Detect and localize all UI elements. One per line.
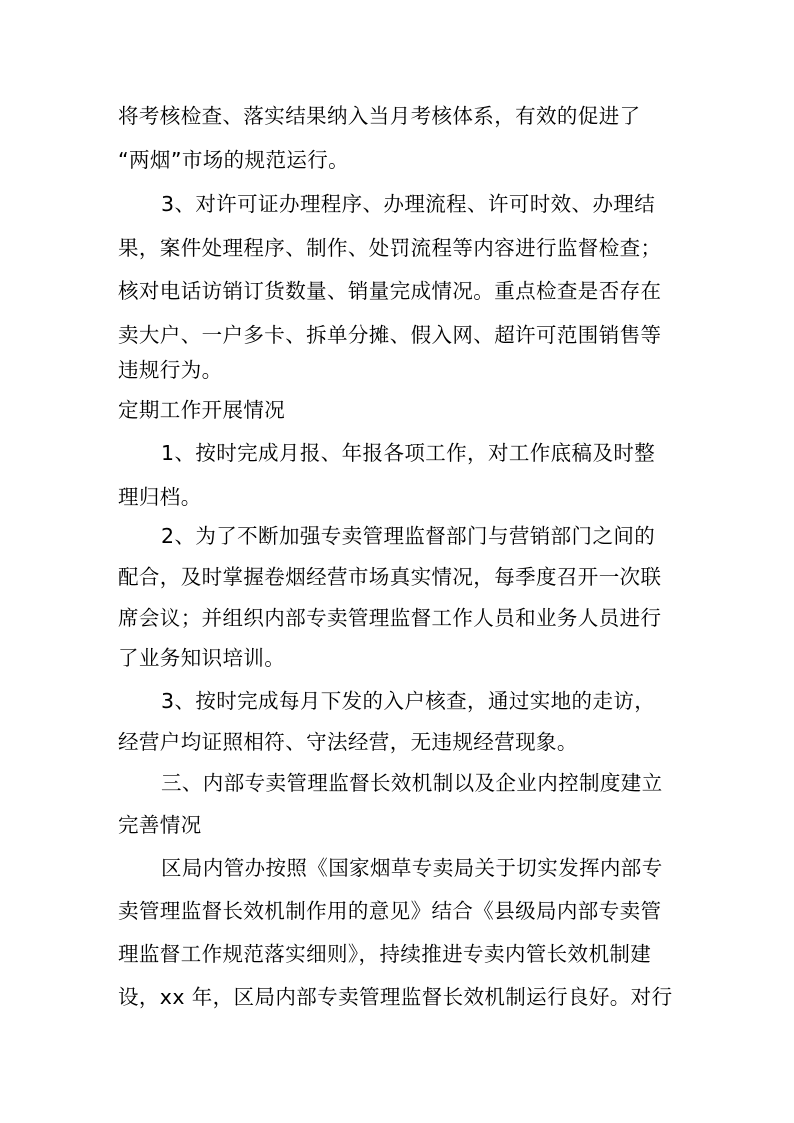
text-line: 将考核检查、落实结果纳入当月考核体系，有效的促进了 bbox=[118, 104, 641, 128]
text-line: 卖大户、一户多卡、拆单分摊、假入网、超许可范围销售等 bbox=[118, 323, 662, 347]
text-line: 设，xx 年，区局内部专卖管理监督长效机制运行良好。对行 bbox=[118, 985, 673, 1009]
text-line: 了业务知识培训。 bbox=[118, 646, 286, 670]
text-line: 3、按时完成每月下发的入户核查，通过实地的走访， bbox=[161, 689, 656, 713]
text-line: 理监督工作规范落实细则》，持续推进专卖内管长效机制建 bbox=[118, 942, 652, 966]
text-line: 配合，及时掌握卷烟经营市场真实情况，每季度召开一次联 bbox=[118, 565, 662, 589]
section-heading: 三、内部专卖管理监督长效机制以及企业内控制度建立 bbox=[161, 771, 663, 795]
text-line: 2、为了不断加强专卖管理监督部门与营销部门之间的 bbox=[161, 524, 656, 548]
text-line: 1、按时完成月报、年报各项工作，对工作底稿及时整 bbox=[161, 441, 656, 465]
text-line: “两烟”市场的规范运行。 bbox=[118, 148, 350, 172]
text-line: 核对电话访销订货数量、销量完成情况。重点检查是否存在 bbox=[118, 279, 662, 303]
text-line: 3、对许可证办理程序、办理流程、许可时效、办理结 bbox=[161, 192, 656, 216]
text-line: 经营户均证照相符、守法经营，无违规经营现象。 bbox=[118, 730, 578, 754]
text-line: 卖管理监督长效机制作用的意见》结合《县级局内部专卖管 bbox=[118, 899, 662, 923]
text-line: 理归档。 bbox=[118, 485, 202, 509]
text-line: 果，案件处理程序、制作、处罚流程等内容进行监督检查； bbox=[118, 236, 662, 260]
text-line: 席会议；并组织内部专卖管理监督工作人员和业务人员进行 bbox=[118, 606, 662, 630]
section-heading: 定期工作开展情况 bbox=[118, 398, 286, 422]
text-line: 违规行为。 bbox=[118, 358, 223, 382]
section-heading: 完善情况 bbox=[118, 813, 202, 837]
text-line: 区局内管办按照《国家烟草专卖局关于切实发挥内部专 bbox=[161, 856, 663, 880]
